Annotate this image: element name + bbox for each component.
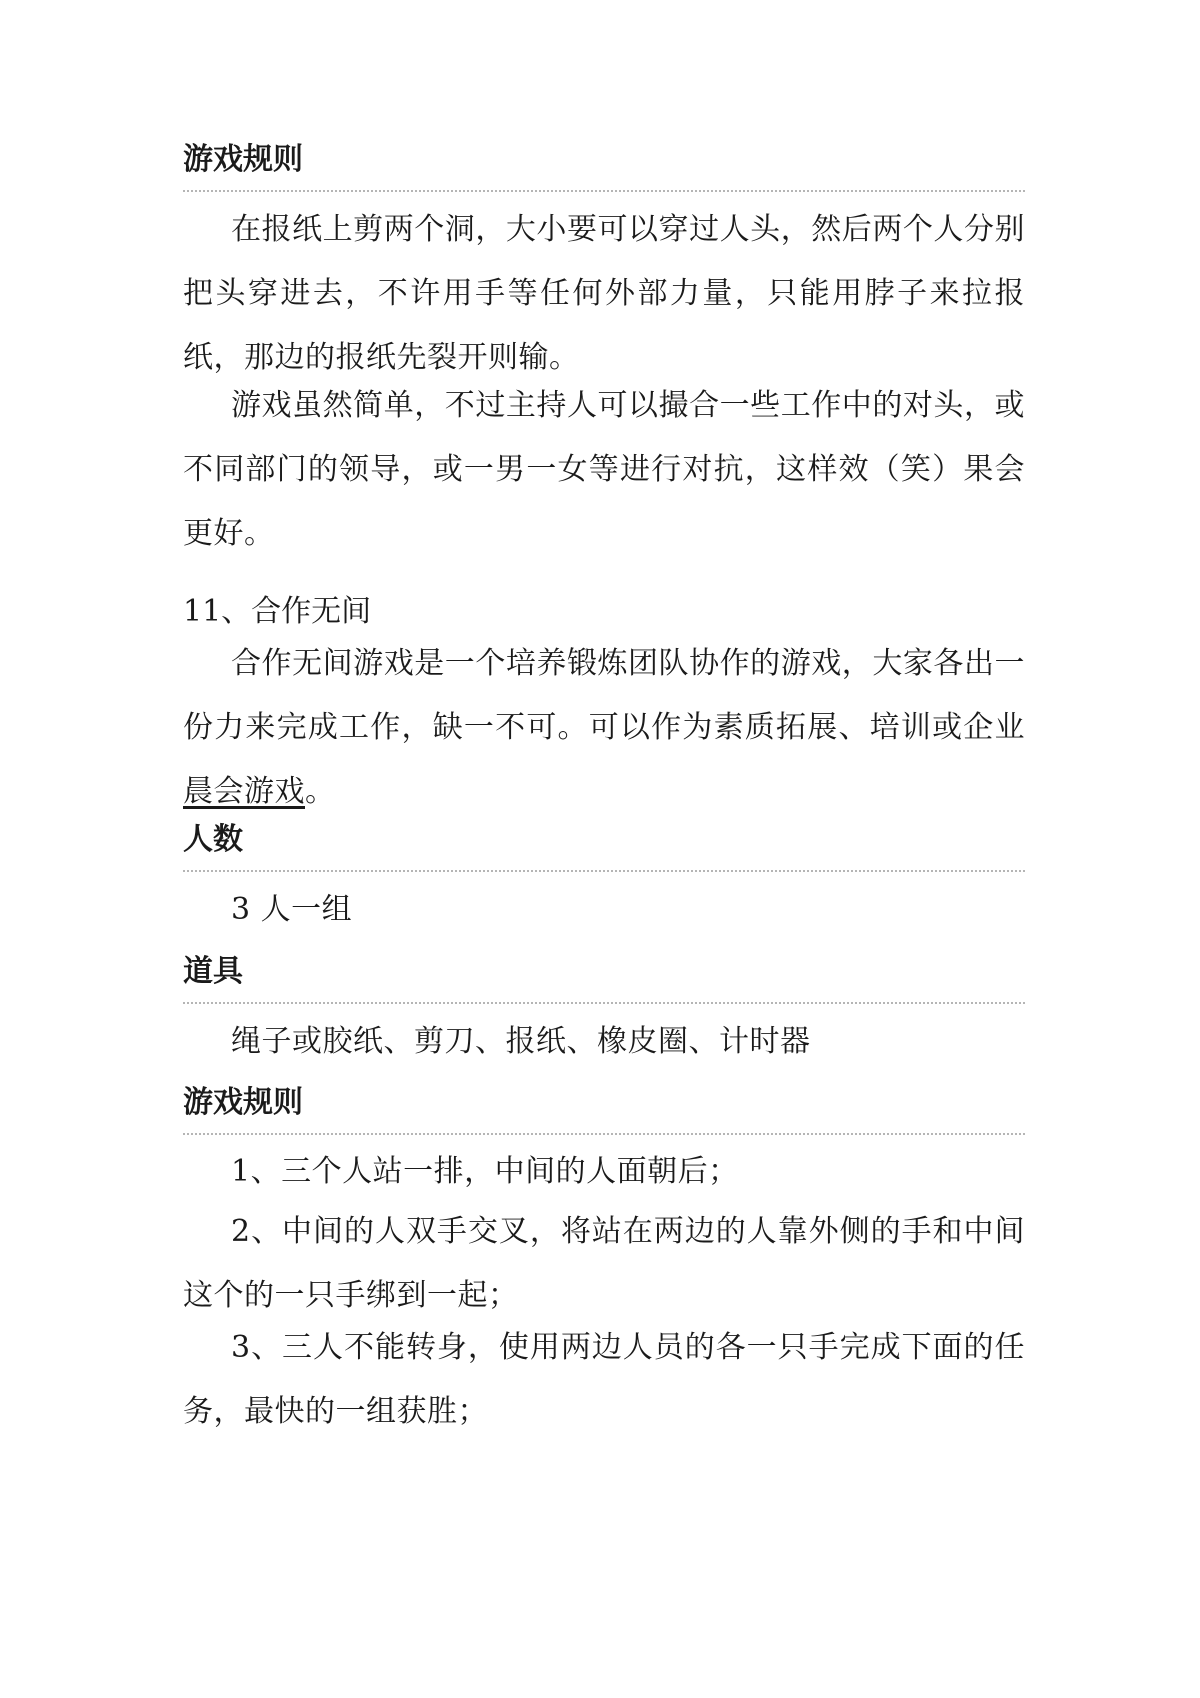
- section-heading-game-rules-2: 游戏规则: [183, 1083, 1025, 1135]
- section-heading-people: 人数: [183, 820, 1025, 872]
- rule-item-1: 1、三个人站一排，中间的人面朝后；: [231, 1154, 739, 1189]
- rule-item-2: 2、中间的人双手交叉，将站在两边的人靠外侧的手和中间这个的一只手绑到一起；: [183, 1214, 1025, 1313]
- intro-end-punct: 。: [305, 774, 336, 809]
- paragraph-rules-1: 在报纸上剪两个洞，大小要可以穿过人头，然后两个人分别把头穿进去，不许用手等任何外部力量，只能用脖子来拉报纸，那边的报纸先裂开则输。: [183, 212, 1025, 375]
- morning-meeting-games-link[interactable]: 晨会游戏: [183, 774, 305, 809]
- paragraph-rules-2: 游戏虽然简单，不过主持人可以撮合一些工作中的对头，或不同部门的领导，或一男一女等进行对抗，这样效（笑）果会更好。: [183, 388, 1025, 551]
- paragraph-cooperation-intro: [183, 632, 1025, 824]
- section-title-cooperation: 11、合作无间: [183, 594, 372, 629]
- intro-text: 合作无间游戏是一个培养锻炼团队协作的游戏，大家各出一份力来完成工作，缺一不可。可以作为素质拓展、培训或企业: [183, 646, 1025, 745]
- section-heading-game-rules: 游戏规则: [183, 140, 1025, 192]
- rule-item-3: 3、三人不能转身，使用两边人员的各一只手完成下面的任务，最快的一组获胜；: [183, 1330, 1025, 1429]
- people-value: 3 人一组: [231, 892, 353, 927]
- section-heading-props: 道具: [183, 952, 1025, 1004]
- props-value: 绳子或胶纸、剪刀、报纸、橡皮圈、计时器: [231, 1024, 811, 1059]
